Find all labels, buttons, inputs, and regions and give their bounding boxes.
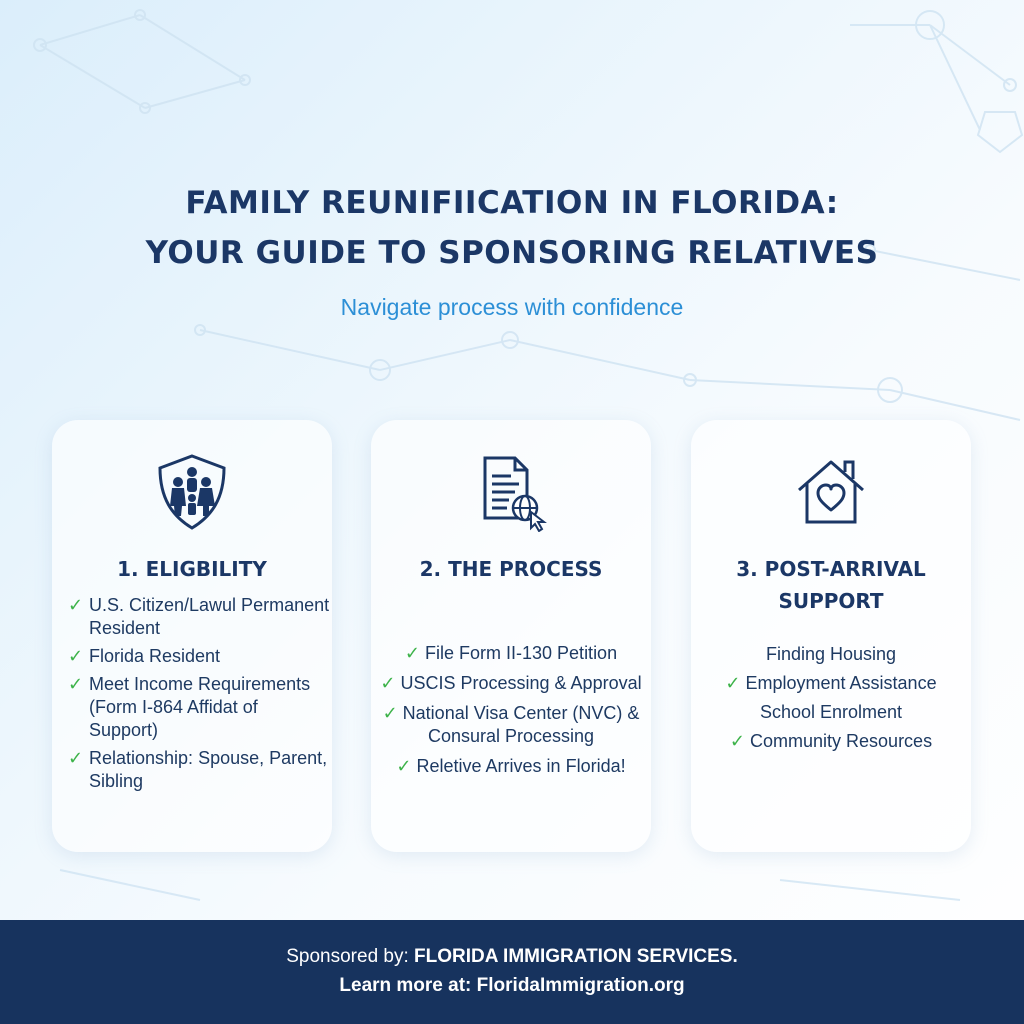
subtitle: Navigate process with confidence <box>340 294 684 320</box>
list-item: ✓ File Form II-130 Petition <box>404 643 618 663</box>
check-icon: ✓ <box>729 731 745 751</box>
card-title: 3. POST-ARRIVAL SUPPORT <box>736 557 926 613</box>
card-eligibility <box>52 420 332 852</box>
list-item: ✓ National Visa Center (NVC) & Consural Processing <box>382 703 640 746</box>
website-link[interactable]: FloridaImmigration.org <box>476 975 685 996</box>
check-icon: ✓ <box>68 595 84 615</box>
family-shield-icon <box>52 452 332 528</box>
list-item: School Enrolment <box>759 702 903 722</box>
sponsor-name: FLORIDA IMMIGRATION SERVICES. <box>414 946 738 967</box>
house-heart-icon <box>691 452 971 528</box>
check-icon: ✓ <box>725 673 741 693</box>
check-icon: ✓ <box>68 748 84 768</box>
check-icon: ✓ <box>380 673 396 693</box>
list-item: Finding Housing <box>765 644 897 664</box>
card-post-arrival <box>691 420 971 852</box>
page-title <box>0 178 1024 278</box>
card-title: 1. ELIGBILITY <box>117 557 267 581</box>
check-icon: ✓ <box>396 756 412 776</box>
check-icon: ✓ <box>68 674 84 694</box>
list-item: ✓ Meet Income Requirements (Form I-864 Affidat of Support) <box>68 674 311 740</box>
list-item: ✓ Reletive Arrives in Florida! <box>396 756 626 776</box>
card-process <box>371 420 651 852</box>
list-item: ✓ Community Resources <box>729 731 933 751</box>
title-line-1: FAMILY REUNIFIICATION IN FLORIDA: <box>185 185 839 221</box>
eligibility-list <box>52 594 332 798</box>
document-globe-icon <box>371 452 651 528</box>
list-item: ✓ Relationship: Spouse, Parent, Sibling <box>68 748 328 791</box>
check-icon: ✓ <box>382 703 398 723</box>
check-icon: ✓ <box>404 643 420 663</box>
card-title: 2. THE PROCESS <box>419 557 603 581</box>
list-item: ✓ Florida Resident <box>68 646 221 666</box>
support-list <box>691 643 971 759</box>
sponsor-line: Sponsored by: FLORIDA IMMIGRATION SERVICES. <box>286 946 738 967</box>
title-line-2: YOUR GUIDE TO SPONSORING RELATIVES <box>145 235 879 271</box>
footer-banner <box>0 920 1024 1024</box>
list-item: ✓ U.S. Citizen/Lawul Permanent Resident <box>68 595 330 638</box>
check-icon: ✓ <box>68 646 84 666</box>
list-item: ✓ Employment Assistance <box>725 673 937 693</box>
list-item: ✓ USCIS Processing & Approval <box>380 673 642 693</box>
learn-more-line: Learn more at: FloridaImmigration.org <box>339 975 685 996</box>
process-list <box>371 642 651 785</box>
